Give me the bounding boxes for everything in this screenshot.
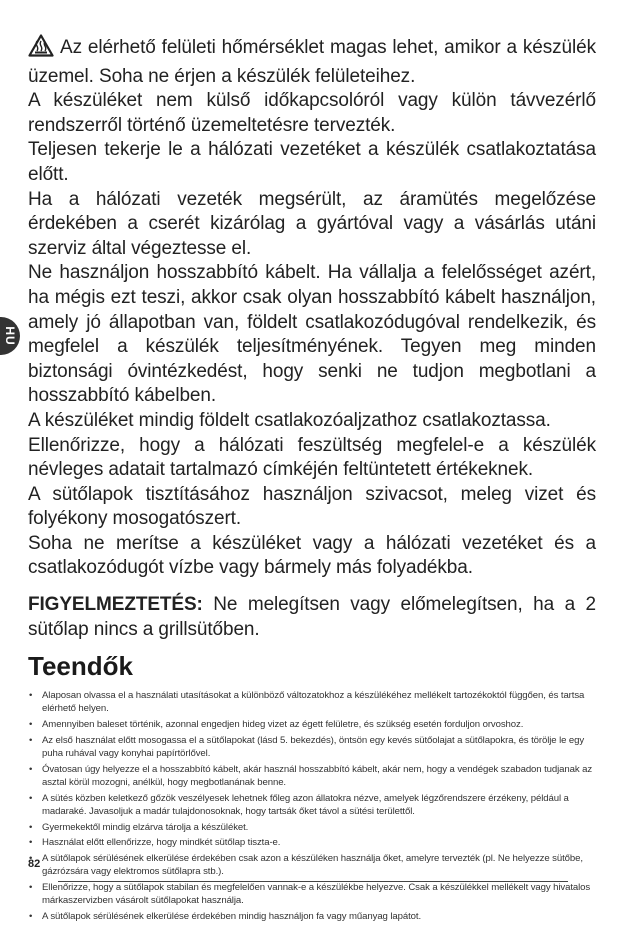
- list-item: • A sütés közben keletkező gőzök veszélyesek lehetnek főleg azon állatokra nézve, amelyek légzőrendszere érzékeny, például a madaraké. Javasoljuk a madár tulajdonosoknak, hogy tartsák őket távol a sütési területtől.: [28, 792, 596, 818]
- cleaning-paragraph: A sütőlapok tisztításához használjon szivacsot, meleg vizet és folyékony mosogatószert.: [28, 483, 596, 530]
- list-item: • Gyermekektől mindig elzárva tárolja a készüléket.: [28, 821, 596, 834]
- bullet-list: [28, 689, 596, 923]
- language-tab-label: HU: [3, 326, 17, 346]
- unwind-cord-paragraph: Teljesen tekerje le a hálózati vezetéket a készülék csatlakoztatása előtt.: [28, 139, 596, 185]
- list-item: • A sütőlapok sérülésének elkerülése érdekében csak azon a készüléken használja őket, amelyre tervezték (pl. Ne helyezze sütőbe, gázrózsára vagy elektromos sütőlapra stb.).: [28, 852, 596, 878]
- voltage-check-paragraph: Ellenőrizze, hogy a hálózati feszültség megfelel-e a készülék névleges adatait tartalmazó címkéjén feltüntetett értékeknek.: [28, 434, 596, 481]
- extension-cable-paragraph: Ne használjon hosszabbító kábelt. Ha vállalja a felelősséget azért, ha mégis ezt teszi, akkor csak olyan hosszabbító kábelt használjon, amely jó állapotban van, földelt csatlakozódugóval rendelkezik, és megfelel a készülék teljesítményének. Tegyen meg minden biztonsági óvintézkedést, hogy senki ne tudjon megbotlani a hosszabbító kábelben.: [28, 262, 596, 407]
- language-tab: [0, 317, 20, 355]
- warning-text: Ne melegítsen vagy előmelegítsen, ha a 2 sütőlap nincs a grillsütőben.: [28, 594, 596, 640]
- hot-surface-warning-icon: [28, 34, 54, 65]
- list-item: • Az első használat előtt mosogassa el a sütőlapokat (lásd 5. bekezdés), öntsön egy kevés sütőolajat a sütőlapokra, és törölje le egy puha ruhával vagy konyhai papírtörlővel.: [28, 734, 596, 760]
- hot-surface-paragraph: [28, 34, 596, 89]
- footer-rule: [58, 881, 568, 882]
- grounded-socket-paragraph: A készüléket mindig földelt csatlakozóaljzathoz csatlakoztassa.: [28, 409, 551, 431]
- section-title: Teendők: [28, 651, 133, 682]
- grill-warning: [28, 593, 596, 642]
- list-item: • Amennyiben baleset történik, azonnal engedjen hideg vizet az égett felületre, és szükség esetén forduljon orvoshoz.: [28, 718, 596, 731]
- hot-surface-text: Az elérhető felületi hőmérséklet magas lehet, amikor a készülék üzemel. Soha ne érjen a készülék felületeihez.: [28, 37, 596, 87]
- list-item: • Óvatosan úgy helyezze el a hosszabbító kábelt, akár használ hosszabbító kábelt, akár nem, hogy a vendégek szabadon tudjanak az asztal körül mozogni, anélkül, hogy megbotlanának benne.: [28, 763, 596, 789]
- list-item: • Ellenőrizze, hogy a sütőlapok stabilan és megfelelően vannak-e a készülékbe helyezve. Csak a készülékkel mellékelt vagy hivatalos márkaszervizben vásárolt sütőlapokat használja.: [28, 881, 596, 907]
- list-item: • Használat előtt ellenőrizze, hogy mindkét sütőlap tiszta-e.: [28, 836, 596, 849]
- page-number: 82: [28, 858, 41, 870]
- warning-label: FIGYELMEZTETÉS:: [28, 594, 203, 616]
- damaged-cord-paragraph: Ha a hálózati vezeték megsérült, az áramütés megelőzése érdekében a cserét kizárólag a gyártóval vagy a vásárlás utáni szerviz által végeztesse el.: [28, 188, 596, 259]
- list-item: • A sütőlapok sérülésének elkerülése érdekében mindig használjon fa vagy műanyag lapátot.: [28, 910, 596, 923]
- list-item: • Alaposan olvassa el a használati utasításokat a különböző változatokhoz a készülékéhez mellékelt tartozékoktól függően, és tartsa elérhető helyen.: [28, 689, 596, 715]
- no-timer-paragraph: A készüléket nem külső időkapcsolóról vagy külön távvezérlő rendszerről történő üzemeltetésre tervezték.: [28, 90, 596, 136]
- page-content: [28, 34, 596, 926]
- no-immerse-paragraph: Soha ne merítse a készüléket vagy a hálózati vezetéket és a csatlakozódugót vízbe vagy bármely más folyadékba.: [28, 532, 596, 579]
